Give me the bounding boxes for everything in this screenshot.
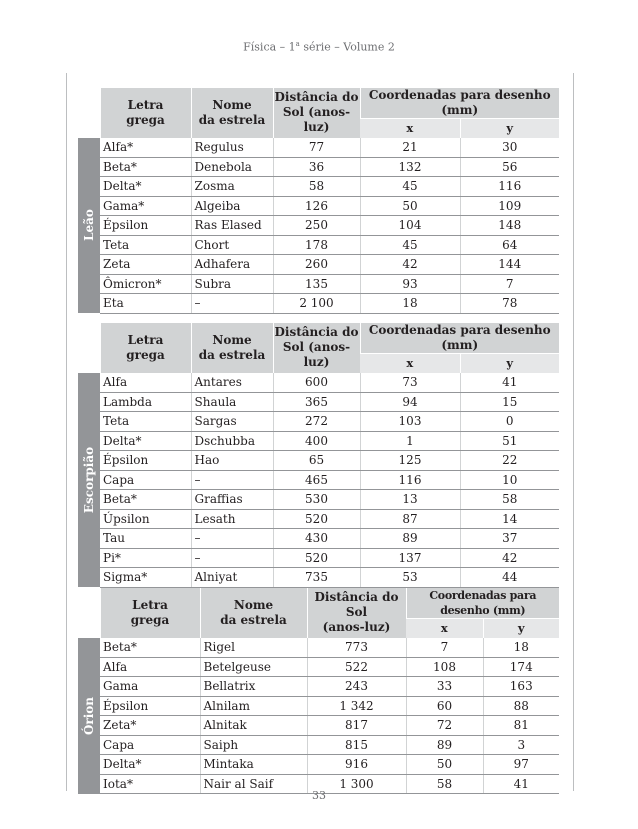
y-coordinate-cell: 51 — [460, 431, 559, 451]
constellation-label — [78, 638, 100, 794]
star-name-cell: – — [191, 548, 273, 568]
x-coordinate-cell: 108 — [406, 657, 483, 677]
table-row — [78, 638, 559, 658]
x-coordinate-cell: 1 — [360, 431, 460, 451]
table-escorpiao — [78, 323, 559, 588]
y-coordinate-cell: 22 — [460, 451, 559, 471]
page-number: 33 — [312, 789, 326, 802]
x-coordinate-cell: 53 — [360, 568, 460, 588]
table-row — [78, 568, 559, 588]
star-name-cell: – — [191, 529, 273, 549]
star-name-cell: Zosma — [191, 177, 273, 197]
y-coordinate-cell: 58 — [460, 490, 559, 510]
x-coordinate-cell: 73 — [360, 373, 460, 393]
distance-cell: 365 — [273, 392, 360, 412]
x-coordinate-cell: 132 — [360, 157, 460, 177]
running-head-prefix: Física – 1 — [243, 40, 296, 54]
table-orion — [78, 588, 559, 794]
x-coordinate-cell: 93 — [360, 274, 460, 294]
header-spacer — [78, 323, 100, 373]
column-header-letter: Letra grega — [100, 323, 191, 373]
distance-cell: 600 — [273, 373, 360, 393]
y-coordinate-cell: 116 — [460, 177, 559, 197]
table-row — [78, 677, 559, 697]
column-header-x: x — [360, 354, 460, 373]
distance-cell: 65 — [273, 451, 360, 471]
greek-letter-cell: Beta* — [100, 157, 191, 177]
y-coordinate-cell: 44 — [460, 568, 559, 588]
y-coordinate-cell: 15 — [460, 392, 559, 412]
distance-cell: 530 — [273, 490, 360, 510]
star-name-cell: Chort — [191, 235, 273, 255]
distance-cell: 520 — [273, 509, 360, 529]
distance-cell: 36 — [273, 157, 360, 177]
table-row — [78, 451, 559, 471]
star-name-cell: Graffias — [191, 490, 273, 510]
x-coordinate-cell: 87 — [360, 509, 460, 529]
header-spacer — [78, 588, 100, 638]
distance-cell: 243 — [307, 677, 406, 697]
x-coordinate-cell: 72 — [406, 716, 483, 736]
distance-cell: 1 300 — [307, 774, 406, 794]
x-coordinate-cell: 137 — [360, 548, 460, 568]
greek-letter-cell: Eta — [100, 294, 191, 314]
greek-letter-cell: Zeta* — [100, 716, 200, 736]
x-coordinate-cell: 89 — [406, 735, 483, 755]
y-coordinate-cell: 174 — [483, 657, 559, 677]
greek-letter-cell: Beta* — [100, 638, 200, 658]
greek-letter-cell: Alfa — [100, 373, 191, 393]
distance-cell: 2 100 — [273, 294, 360, 314]
x-coordinate-cell: 50 — [360, 196, 460, 216]
y-coordinate-cell: 30 — [460, 138, 559, 158]
column-header-letter: Letra grega — [100, 588, 200, 638]
x-coordinate-cell: 18 — [360, 294, 460, 314]
greek-letter-cell: Teta — [100, 412, 191, 432]
star-name-cell: Saiph — [200, 735, 307, 755]
star-name-cell: Antares — [191, 373, 273, 393]
greek-letter-cell: Beta* — [100, 490, 191, 510]
table-row — [78, 716, 559, 736]
greek-letter-cell: Alfa* — [100, 138, 191, 158]
table-row — [78, 470, 559, 490]
star-name-cell: Alnilam — [200, 696, 307, 716]
x-coordinate-cell: 7 — [406, 638, 483, 658]
star-name-cell: Adhafera — [191, 255, 273, 275]
x-coordinate-cell: 104 — [360, 216, 460, 236]
y-coordinate-cell: 148 — [460, 216, 559, 236]
table-leao — [78, 88, 559, 314]
star-name-cell: Betelgeuse — [200, 657, 307, 677]
column-header-name: Nome da estrela — [200, 588, 307, 638]
constellation-name: Leão — [82, 209, 96, 242]
constellation-name: Escorpião — [82, 446, 96, 513]
distance-cell: 773 — [307, 638, 406, 658]
greek-letter-cell: Delta* — [100, 177, 191, 197]
y-coordinate-cell: 14 — [460, 509, 559, 529]
greek-letter-cell: Capa — [100, 470, 191, 490]
star-name-cell: Algeiba — [191, 196, 273, 216]
distance-cell: 77 — [273, 138, 360, 158]
distance-cell: 817 — [307, 716, 406, 736]
table-row — [78, 657, 559, 677]
column-header-distance: Distância do Sol (anos-luz) — [273, 88, 360, 138]
table-row — [78, 490, 559, 510]
column-header-y: y — [460, 354, 559, 373]
greek-letter-cell: Capa — [100, 735, 200, 755]
star-name-cell: Subra — [191, 274, 273, 294]
x-coordinate-cell: 58 — [406, 774, 483, 794]
table-row — [78, 294, 559, 314]
distance-cell: 465 — [273, 470, 360, 490]
greek-letter-cell: Ômicron* — [100, 274, 191, 294]
y-coordinate-cell: 41 — [483, 774, 559, 794]
greek-letter-cell: Épsilon — [100, 216, 191, 236]
greek-letter-cell: Alfa — [100, 657, 200, 677]
table-row — [78, 138, 559, 158]
x-coordinate-cell: 94 — [360, 392, 460, 412]
y-coordinate-cell: 88 — [483, 696, 559, 716]
x-coordinate-cell: 125 — [360, 451, 460, 471]
x-coordinate-cell: 50 — [406, 755, 483, 775]
y-coordinate-cell: 64 — [460, 235, 559, 255]
y-coordinate-cell: 144 — [460, 255, 559, 275]
x-coordinate-cell: 42 — [360, 255, 460, 275]
x-coordinate-cell: 13 — [360, 490, 460, 510]
header-spacer — [78, 88, 100, 138]
y-coordinate-cell: 3 — [483, 735, 559, 755]
constellation-label — [78, 373, 100, 588]
greek-letter-cell: Delta* — [100, 431, 191, 451]
star-name-cell: Lesath — [191, 509, 273, 529]
x-coordinate-cell: 21 — [360, 138, 460, 158]
distance-cell: 1 342 — [307, 696, 406, 716]
star-name-cell: Regulus — [191, 138, 273, 158]
distance-cell: 430 — [273, 529, 360, 549]
table-body — [78, 138, 559, 314]
table-row — [78, 755, 559, 775]
distance-cell: 135 — [273, 274, 360, 294]
table-row — [78, 235, 559, 255]
distance-cell: 260 — [273, 255, 360, 275]
x-coordinate-cell: 116 — [360, 470, 460, 490]
greek-letter-cell: Zeta — [100, 255, 191, 275]
y-coordinate-cell: 78 — [460, 294, 559, 314]
greek-letter-cell: Iota* — [100, 774, 200, 794]
star-name-cell: Ras Elased — [191, 216, 273, 236]
distance-cell: 178 — [273, 235, 360, 255]
running-head — [0, 40, 638, 54]
distance-cell: 522 — [307, 657, 406, 677]
table-row — [78, 735, 559, 755]
y-coordinate-cell: 109 — [460, 196, 559, 216]
greek-letter-cell: Úpsilon — [100, 509, 191, 529]
table-row — [78, 412, 559, 432]
distance-cell: 272 — [273, 412, 360, 432]
table-row — [78, 431, 559, 451]
distance-cell: 400 — [273, 431, 360, 451]
distance-cell: 520 — [273, 548, 360, 568]
running-head-suffix: série – Volume 2 — [299, 40, 395, 54]
star-name-cell: – — [191, 470, 273, 490]
table-row — [78, 274, 559, 294]
greek-letter-cell: Gama* — [100, 196, 191, 216]
constellation-label — [78, 138, 100, 314]
running-head-ordinal: a — [295, 40, 300, 48]
star-name-cell: Dschubba — [191, 431, 273, 451]
table-row — [78, 216, 559, 236]
table-body — [78, 373, 559, 588]
x-coordinate-cell: 33 — [406, 677, 483, 697]
star-name-cell: Shaula — [191, 392, 273, 412]
column-header-x: x — [360, 119, 460, 138]
table-row — [78, 509, 559, 529]
column-header-name: Nome da estrela — [191, 88, 273, 138]
column-header-coordinates: Coordenadas para desenho (mm) — [360, 323, 559, 354]
y-coordinate-cell: 56 — [460, 157, 559, 177]
column-header-distance: Distância do Sol (anos-luz) — [307, 588, 406, 638]
constellation-name: Órion — [82, 696, 96, 735]
x-coordinate-cell: 89 — [360, 529, 460, 549]
distance-cell: 815 — [307, 735, 406, 755]
column-header-distance: Distância do Sol (anos-luz) — [273, 323, 360, 373]
table-row — [78, 529, 559, 549]
distance-cell: 916 — [307, 755, 406, 775]
greek-letter-cell: Sigma* — [100, 568, 191, 588]
star-name-cell: Hao — [191, 451, 273, 471]
greek-letter-cell: Épsilon — [100, 696, 200, 716]
y-coordinate-cell: 18 — [483, 638, 559, 658]
star-name-cell: – — [191, 294, 273, 314]
y-coordinate-cell: 7 — [460, 274, 559, 294]
column-header-x: x — [406, 619, 483, 638]
table-body — [78, 638, 559, 794]
x-coordinate-cell: 60 — [406, 696, 483, 716]
y-coordinate-cell: 97 — [483, 755, 559, 775]
y-coordinate-cell: 41 — [460, 373, 559, 393]
y-coordinate-cell: 163 — [483, 677, 559, 697]
column-header-coordinates: Coordenadas para desenho (mm) — [360, 88, 559, 119]
greek-letter-cell: Épsilon — [100, 451, 191, 471]
y-coordinate-cell: 42 — [460, 548, 559, 568]
greek-letter-cell: Delta* — [100, 755, 200, 775]
star-name-cell: Rigel — [200, 638, 307, 658]
y-coordinate-cell: 81 — [483, 716, 559, 736]
greek-letter-cell: Pi* — [100, 548, 191, 568]
table-row — [78, 177, 559, 197]
column-header-name: Nome da estrela — [191, 323, 273, 373]
star-name-cell: Mintaka — [200, 755, 307, 775]
column-header-y: y — [460, 119, 559, 138]
y-coordinate-cell: 0 — [460, 412, 559, 432]
y-coordinate-cell: 37 — [460, 529, 559, 549]
table-row — [78, 548, 559, 568]
star-name-cell: Sargas — [191, 412, 273, 432]
distance-cell: 250 — [273, 216, 360, 236]
table-row — [78, 157, 559, 177]
greek-letter-cell: Tau — [100, 529, 191, 549]
x-coordinate-cell: 103 — [360, 412, 460, 432]
table-row — [78, 373, 559, 393]
star-name-cell: Bellatrix — [200, 677, 307, 697]
star-name-cell: Nair al Saif — [200, 774, 307, 794]
y-coordinate-cell: 10 — [460, 470, 559, 490]
distance-cell: 735 — [273, 568, 360, 588]
table-row — [78, 392, 559, 412]
distance-cell: 58 — [273, 177, 360, 197]
greek-letter-cell: Lambda — [100, 392, 191, 412]
table-row — [78, 696, 559, 716]
x-coordinate-cell: 45 — [360, 235, 460, 255]
column-header-y: y — [483, 619, 559, 638]
column-header-coordinates: Coordenadas para desenho (mm) — [406, 588, 559, 619]
table-row — [78, 196, 559, 216]
star-name-cell: Alnitak — [200, 716, 307, 736]
x-coordinate-cell: 45 — [360, 177, 460, 197]
star-name-cell: Denebola — [191, 157, 273, 177]
distance-cell: 126 — [273, 196, 360, 216]
column-header-letter: Letra grega — [100, 88, 191, 138]
greek-letter-cell: Gama — [100, 677, 200, 697]
star-name-cell: Alniyat — [191, 568, 273, 588]
greek-letter-cell: Teta — [100, 235, 191, 255]
table-row — [78, 255, 559, 275]
